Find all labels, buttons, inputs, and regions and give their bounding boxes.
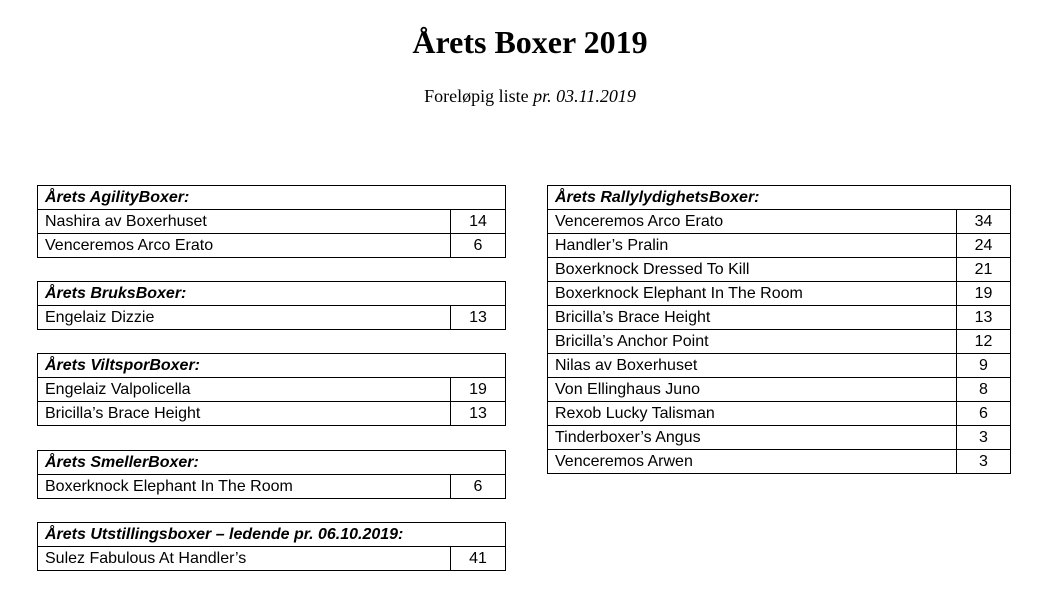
dog-score: 41 (451, 547, 506, 571)
dog-name: Nashira av Boxerhuset (38, 210, 451, 234)
dog-score: 3 (957, 450, 1011, 474)
utstilling-heading: Årets Utstillingsboxer – ledende pr. 06.10.2019: (38, 523, 506, 547)
viltspor-table (37, 353, 506, 426)
smeller-heading: Årets SmellerBoxer: (38, 451, 506, 475)
table-row (548, 234, 1011, 258)
table-row (38, 475, 506, 499)
dog-name: Boxerknock Elephant In The Room (548, 282, 957, 306)
agility-heading: Årets AgilityBoxer: (38, 186, 506, 210)
table-row (38, 402, 506, 426)
table-row (548, 426, 1011, 450)
dog-score: 24 (957, 234, 1011, 258)
dog-score: 19 (957, 282, 1011, 306)
dog-name: Engelaiz Dizzie (38, 306, 451, 330)
page-subtitle (0, 86, 1060, 107)
dog-name: Boxerknock Elephant In The Room (38, 475, 451, 499)
table-row (548, 282, 1011, 306)
table-header-row (38, 282, 506, 306)
table-row (38, 306, 506, 330)
dog-name: Engelaiz Valpolicella (38, 378, 451, 402)
rallylydighet-table (547, 185, 1011, 474)
dog-score: 21 (957, 258, 1011, 282)
dog-score: 6 (451, 234, 506, 258)
table-row (548, 354, 1011, 378)
subtitle-prefix: Foreløpig liste (424, 86, 534, 106)
dog-name: Boxerknock Dressed To Kill (548, 258, 957, 282)
dog-score: 14 (451, 210, 506, 234)
table-row (548, 210, 1011, 234)
dog-name: Handler’s Pralin (548, 234, 957, 258)
table-row (548, 330, 1011, 354)
table-row (38, 234, 506, 258)
dog-score: 13 (957, 306, 1011, 330)
table-row (548, 258, 1011, 282)
table-header-row (38, 523, 506, 547)
dog-score: 19 (451, 378, 506, 402)
subtitle-date: pr. 03.11.2019 (533, 86, 636, 106)
agility-table (37, 185, 506, 258)
smeller-table (37, 450, 506, 499)
dog-name: Bricilla’s Brace Height (548, 306, 957, 330)
dog-score: 34 (957, 210, 1011, 234)
table-header-row (38, 186, 506, 210)
dog-name: Von Ellinghaus Juno (548, 378, 957, 402)
dog-name: Venceremos Arco Erato (38, 234, 451, 258)
table-header-row (38, 451, 506, 475)
dog-score: 12 (957, 330, 1011, 354)
dog-score: 6 (451, 475, 506, 499)
dog-name: Venceremos Arco Erato (548, 210, 957, 234)
dog-score: 13 (451, 306, 506, 330)
dog-score: 13 (451, 402, 506, 426)
dog-name: Rexob Lucky Talisman (548, 402, 957, 426)
dog-score: 6 (957, 402, 1011, 426)
dog-name: Sulez Fabulous At Handler’s (38, 547, 451, 571)
dog-name: Tinderboxer’s Angus (548, 426, 957, 450)
dog-score: 9 (957, 354, 1011, 378)
page-title: Årets Boxer 2019 (412, 24, 648, 60)
table-header-row (38, 354, 506, 378)
rallylydighet-heading: Årets RallylydighetsBoxer: (548, 186, 1011, 210)
table-row (38, 547, 506, 571)
table-row (38, 378, 506, 402)
dog-name: Bricilla’s Brace Height (38, 402, 451, 426)
dog-name: Venceremos Arwen (548, 450, 957, 474)
table-row (548, 450, 1011, 474)
table-header-row (548, 186, 1011, 210)
table-row (548, 378, 1011, 402)
viltspor-heading: Årets ViltsporBoxer: (38, 354, 506, 378)
bruks-heading: Årets BruksBoxer: (38, 282, 506, 306)
dog-name: Nilas av Boxerhuset (548, 354, 957, 378)
table-row (548, 306, 1011, 330)
table-row (548, 402, 1011, 426)
dog-score: 3 (957, 426, 1011, 450)
table-row (38, 210, 506, 234)
utstilling-table (37, 522, 506, 571)
bruks-table (37, 281, 506, 330)
dog-score: 8 (957, 378, 1011, 402)
dog-name: Bricilla’s Anchor Point (548, 330, 957, 354)
